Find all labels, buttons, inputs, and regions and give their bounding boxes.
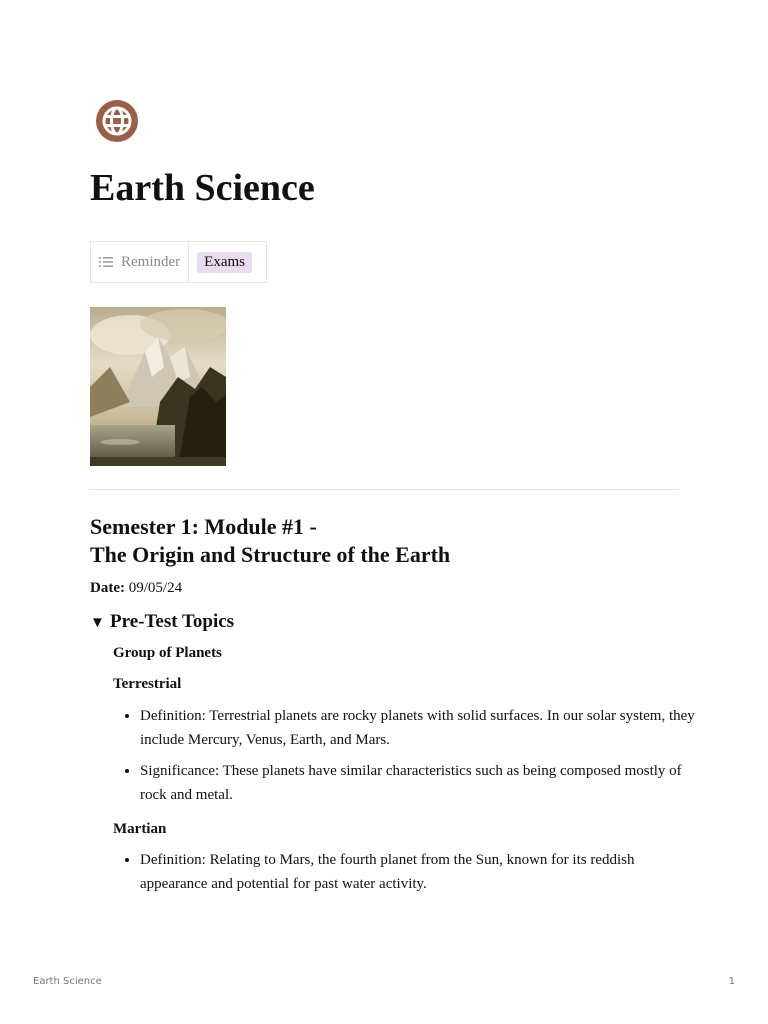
date-value: 09/05/24 bbox=[124, 580, 183, 596]
property-row bbox=[90, 241, 267, 283]
toggle-pre-test-topics[interactable] bbox=[90, 610, 234, 635]
triangle-down-icon[interactable]: ▼ bbox=[90, 615, 105, 631]
group-heading: Group of Planets bbox=[113, 645, 222, 661]
list-item: • Significance: These planets have similar characteristics such as being composed mostly of rock and metal. bbox=[140, 760, 700, 807]
section-heading-line-2: The Origin and Structure of the Earth bbox=[90, 542, 451, 567]
property-key[interactable] bbox=[91, 242, 189, 282]
martian-list bbox=[113, 849, 700, 904]
section-heading-line-1: Semester 1: Module #1 - bbox=[90, 514, 317, 539]
page-title: Earth Science bbox=[90, 167, 315, 209]
date-label: Date: bbox=[90, 580, 125, 596]
date-line bbox=[90, 578, 182, 598]
footer-title: Earth Science bbox=[33, 976, 102, 987]
cover-image bbox=[90, 307, 226, 466]
page-number: 1 bbox=[728, 976, 735, 987]
exams-tag[interactable]: Exams bbox=[197, 252, 252, 273]
property-key-label: Reminder bbox=[121, 253, 181, 270]
toggle-label: Pre-Test Topics bbox=[110, 611, 235, 632]
list-item: • Definition: Terrestrial planets are rocky planets with solid surfaces. In our solar system, they include Mercury, Venus, Earth, and Mars. bbox=[140, 705, 700, 752]
list-item: • Definition: Relating to Mars, the fourth planet from the Sun, known for its reddish appearance and potential for past water activity. bbox=[140, 849, 700, 896]
topic-heading-terrestrial: Terrestrial bbox=[113, 676, 182, 692]
list-icon bbox=[99, 256, 113, 268]
globe-icon bbox=[96, 100, 138, 142]
terrestrial-list bbox=[113, 705, 700, 815]
section-heading bbox=[90, 513, 450, 569]
divider bbox=[90, 489, 678, 490]
property-value[interactable] bbox=[189, 242, 266, 282]
topic-heading-martian: Martian bbox=[113, 821, 167, 837]
